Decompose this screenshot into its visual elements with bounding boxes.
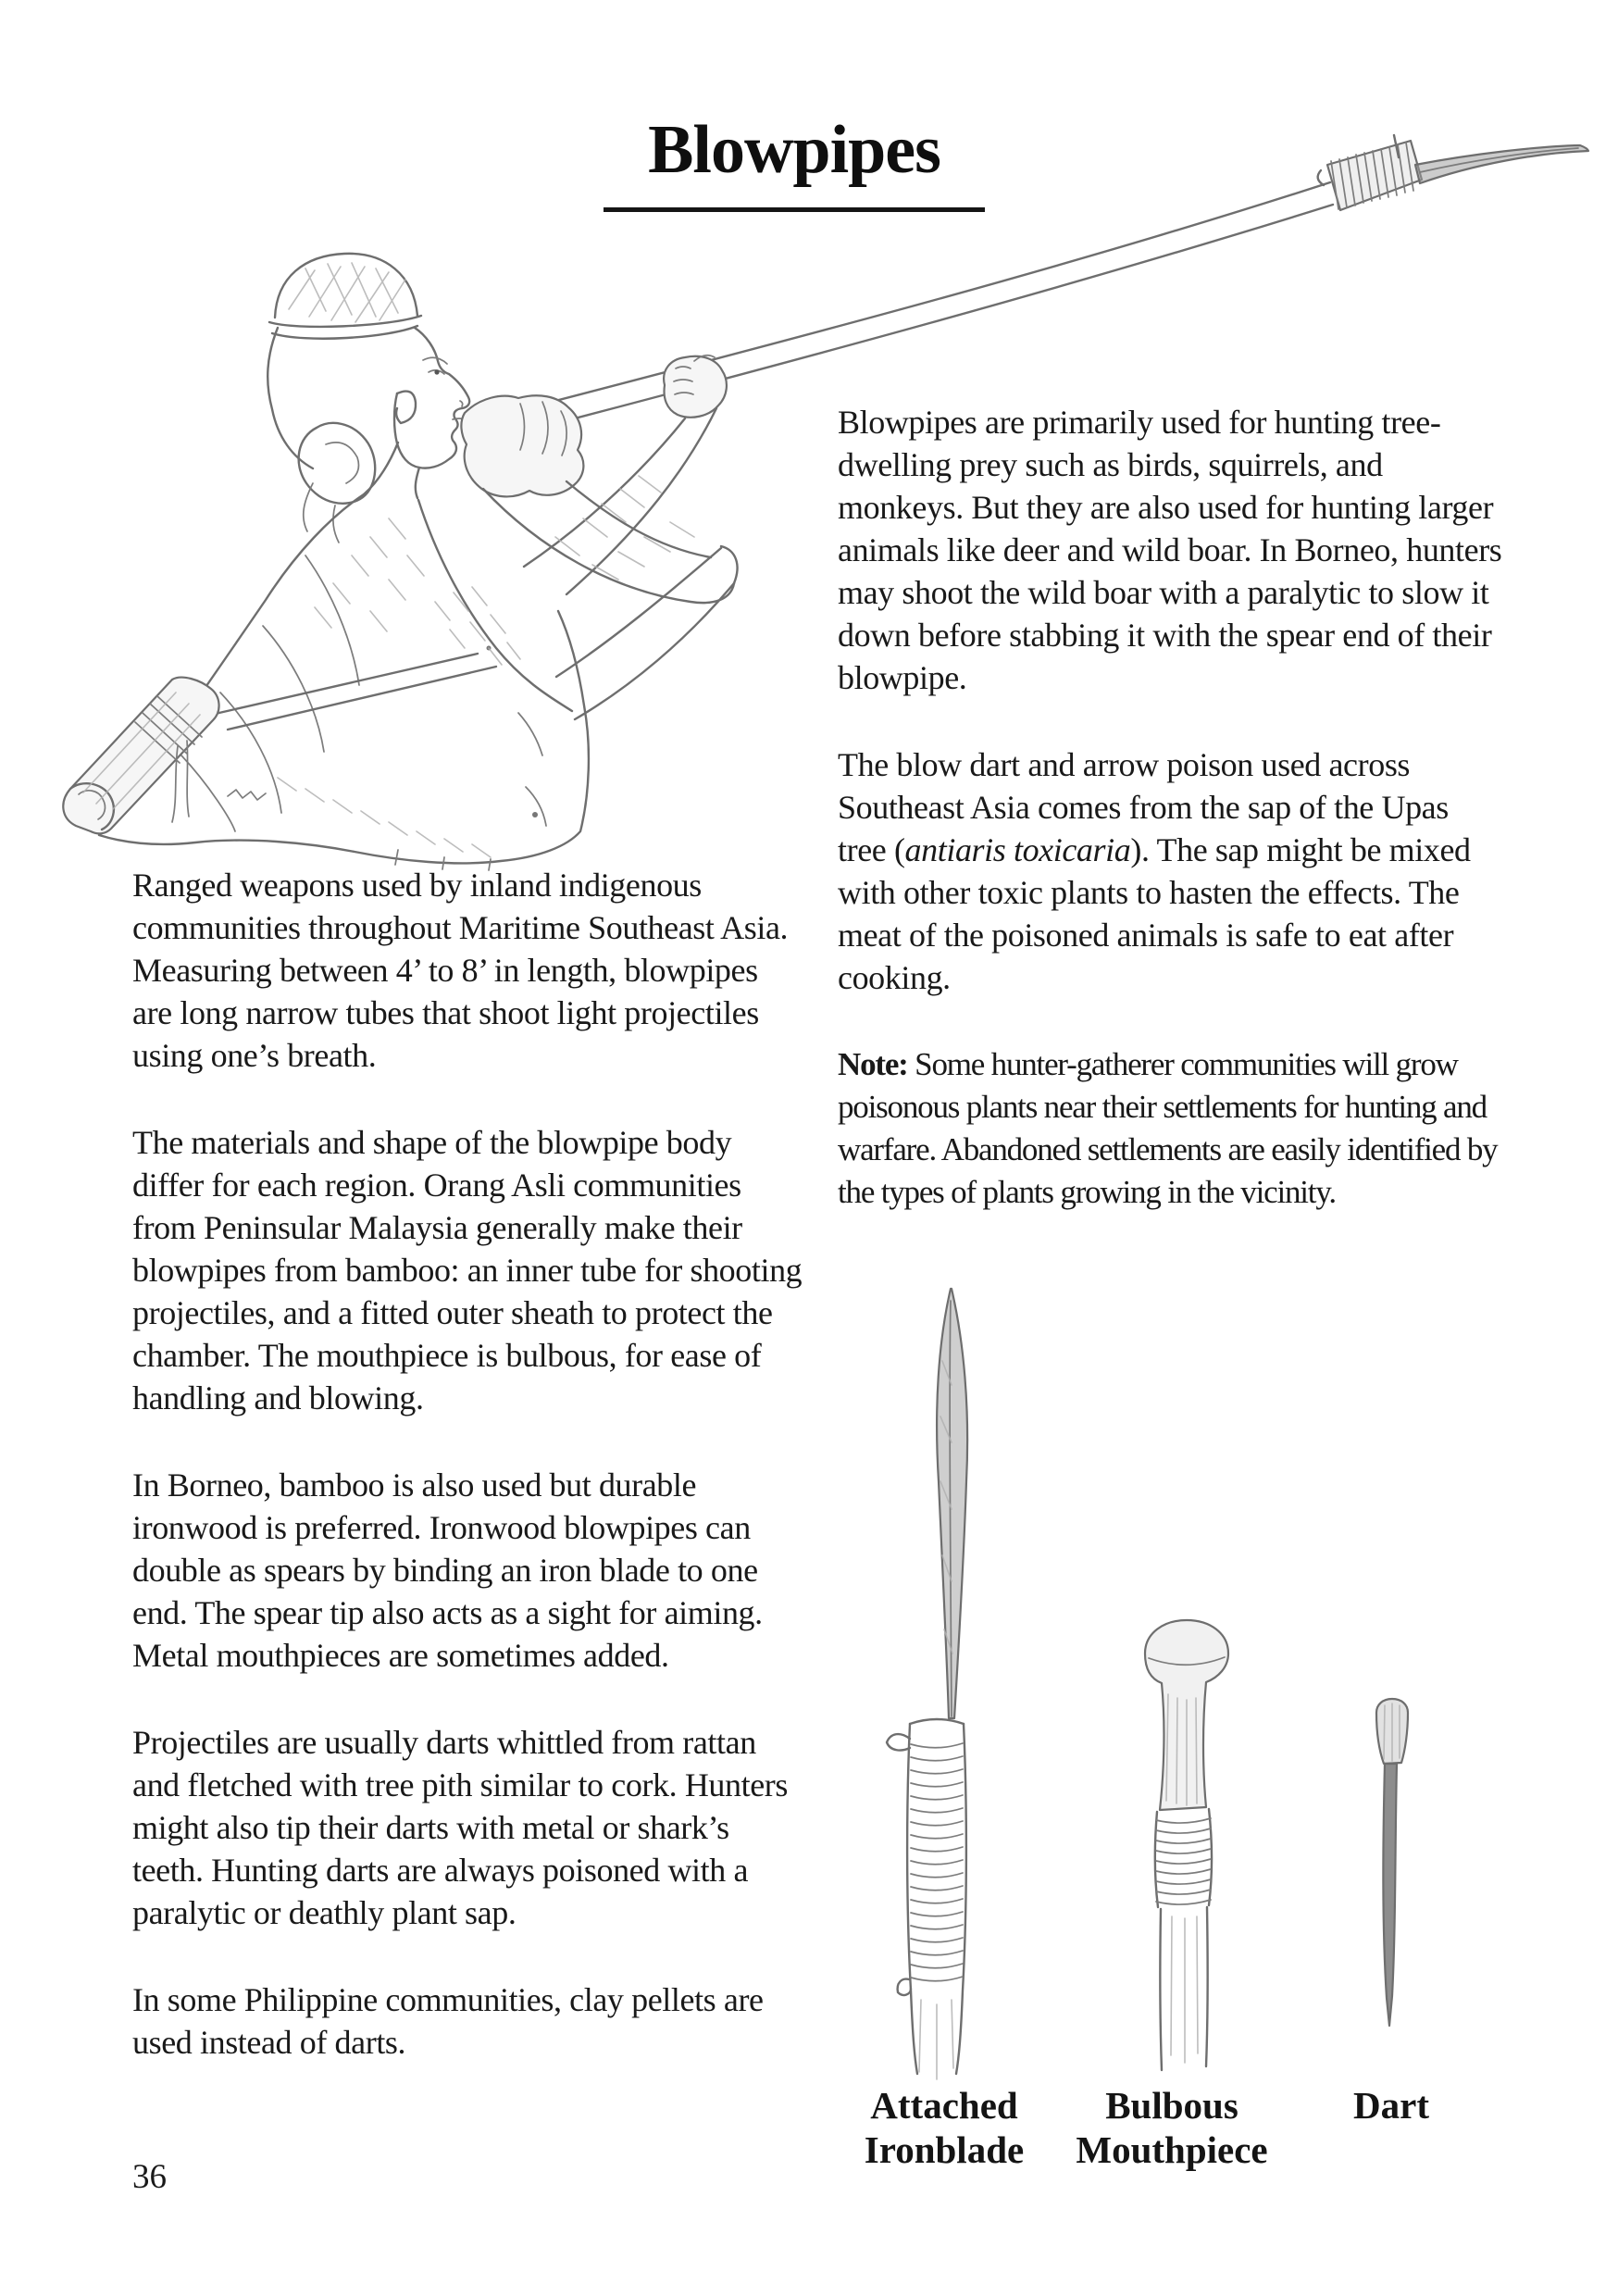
page-number: 36	[132, 2158, 167, 2196]
attached-ironblade-sketch	[887, 1289, 967, 2079]
left-column	[132, 864, 803, 2108]
title-underline	[604, 207, 985, 212]
label-line: Dart	[1353, 2084, 1429, 2127]
paragraph-note: Note: Some hunter-gatherer communities will grow poisonous plants near their settlements for hunting and warfare. Abandoned settlements are easily identified by the types of plants growing in the vicinity.	[838, 1046, 1498, 1210]
label-line: Ironblade	[864, 2128, 1025, 2171]
label-line: Attached	[870, 2084, 1018, 2127]
paragraph-borneo: In Borneo, bamboo is also used but durable ironwood is preferred. Ironwood blowpipes can double as spears by binding an iron blade to one end. The spear tip also acts as a sight for aiming. Metal mouthpieces are sometimes added.	[132, 1466, 763, 1674]
paragraph-poison: The blow dart and arrow poison used across Southeast Asia comes from the sap of the Upas tree (antiaris toxicaria). The sap might be mixed with other toxic plants to hasten the effects. The meat of the poisoned animals is safe to eat after cooking.	[838, 746, 1471, 996]
bulbous-mouthpiece-sketch	[1145, 1620, 1228, 2070]
paragraph-hunting: Blowpipes are primarily used for hunting tree-dwelling prey such as birds, squirrels, and monkeys. But they are also used for hunting larger animals like deer and wild boar. In Borneo, hunters may shoot the wild boar with a paralytic to slow it down before stabbing it with the spear end of their blowpipe.	[838, 404, 1502, 696]
label-line: Bulbous	[1105, 2084, 1238, 2127]
right-column	[838, 401, 1504, 1258]
label-dart	[1252, 2083, 1530, 2128]
dart-sketch	[1376, 1699, 1408, 2026]
paragraph-philippines: In some Philippine communities, clay pellets are used instead of darts.	[132, 1981, 764, 2061]
label-line: Mouthpiece	[1076, 2128, 1268, 2171]
page-title: Blowpipes	[648, 112, 940, 188]
paragraph-projectiles: Projectiles are usually darts whittled from rattan and fletched with tree pith similar to cork. Hunters might also tip their darts with metal or shark’s teeth. Hunting darts are always poisoned with a paralytic or deathly plant sap.	[132, 1724, 788, 1931]
paragraph-materials: The materials and shape of the blowpipe body differ for each region. Orang Asli communities from Peninsular Malaysia generally make their blowpipes from bamboo: an inner tube for shooting projectiles, and a fitted outer sheath to protect the chamber. The mouthpiece is bulbous, for ease of handling and blowing.	[132, 1124, 803, 1416]
paragraph-intro: Ranged weapons used by inland indigenous communities throughout Maritime Southeast Asia. Measuring between 4’ to 8’ in length, blowpipes are long narrow tubes that shoot light projectiles using one’s breath.	[132, 867, 789, 1074]
